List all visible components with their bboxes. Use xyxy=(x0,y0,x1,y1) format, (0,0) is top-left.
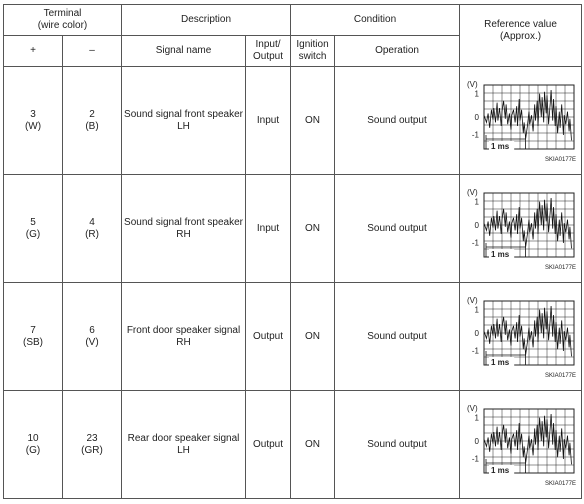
figure-code: SKIA0177E xyxy=(544,156,576,163)
table-row xyxy=(4,175,582,283)
time-scale-label: 1 ms xyxy=(490,357,509,367)
description-header: Description xyxy=(122,5,291,36)
volt-tick-label: 1 xyxy=(474,89,479,99)
operation: Sound output xyxy=(335,67,460,175)
minus-header: – xyxy=(63,36,122,67)
condition-header: Condition xyxy=(291,5,460,36)
volt-tick-label: 0 xyxy=(474,112,479,122)
terminal-header: Terminal (wire color) xyxy=(4,5,122,36)
reference-value xyxy=(460,391,582,499)
volt-tick-label: 0 xyxy=(474,436,479,446)
ignition-switch: ON xyxy=(291,283,335,391)
table-row xyxy=(4,67,582,175)
operation: Sound output xyxy=(335,391,460,499)
ignition-switch: ON xyxy=(291,175,335,283)
terminal-plus: 5 (G) xyxy=(4,175,63,283)
time-scale-label: 1 ms xyxy=(490,249,509,259)
terminal-minus: 6 (V) xyxy=(63,283,122,391)
table-row xyxy=(4,391,582,499)
input-output: Output xyxy=(246,283,291,391)
volt-unit-label: (V) xyxy=(466,187,478,197)
signal-name: Sound signal front speaker LH xyxy=(122,67,246,175)
volt-tick-label: 0 xyxy=(474,220,479,230)
terminal-plus: 10 (G) xyxy=(4,391,63,499)
volt-tick-label: 0 xyxy=(474,328,479,338)
terminal-minus: 4 (R) xyxy=(63,175,122,283)
volt-tick-label: -1 xyxy=(471,453,479,463)
volt-tick-label: 1 xyxy=(474,305,479,315)
time-scale-label: 1 ms xyxy=(490,465,509,475)
waveform-graph xyxy=(464,401,578,489)
signal-name: Front door speaker signal RH xyxy=(122,283,246,391)
terminal-minus: 2 (B) xyxy=(63,67,122,175)
ignition-switch: ON xyxy=(291,67,335,175)
input-output-header: Input/ Output xyxy=(246,36,291,67)
figure-code: SKIA0177E xyxy=(544,480,576,487)
waveform-graph xyxy=(464,185,578,273)
reference-header: Reference value (Approx.) xyxy=(460,5,582,67)
ignition-switch: ON xyxy=(291,391,335,499)
terminal-plus: 3 (W) xyxy=(4,67,63,175)
reference-value xyxy=(460,175,582,283)
reference-value xyxy=(460,67,582,175)
waveform-graph xyxy=(464,77,578,165)
signal-name: Sound signal front speaker RH xyxy=(122,175,246,283)
terminal-plus: 7 (SB) xyxy=(4,283,63,391)
volt-tick-label: -1 xyxy=(471,237,479,247)
signal-name-header: Signal name xyxy=(122,36,246,67)
input-output: Input xyxy=(246,175,291,283)
volt-unit-label: (V) xyxy=(466,403,478,413)
input-output: Output xyxy=(246,391,291,499)
signal-name: Rear door speaker signal LH xyxy=(122,391,246,499)
volt-tick-label: 1 xyxy=(474,413,479,423)
volt-tick-label: -1 xyxy=(471,345,479,355)
operation-header: Operation xyxy=(335,36,460,67)
plus-header: + xyxy=(4,36,63,67)
table-row xyxy=(4,283,582,391)
terminal-minus: 23 (GR) xyxy=(63,391,122,499)
figure-code: SKIA0177E xyxy=(544,372,576,379)
operation: Sound output xyxy=(335,175,460,283)
input-output: Input xyxy=(246,67,291,175)
terminal-table xyxy=(3,4,582,499)
operation: Sound output xyxy=(335,283,460,391)
ignition-switch-header: Ignition switch xyxy=(291,36,335,67)
volt-unit-label: (V) xyxy=(466,295,478,305)
waveform-graph xyxy=(464,293,578,381)
volt-tick-label: 1 xyxy=(474,197,479,207)
reference-value xyxy=(460,283,582,391)
time-scale-label: 1 ms xyxy=(490,141,509,151)
volt-unit-label: (V) xyxy=(466,79,478,89)
figure-code: SKIA0177E xyxy=(544,264,576,271)
volt-tick-label: -1 xyxy=(471,129,479,139)
